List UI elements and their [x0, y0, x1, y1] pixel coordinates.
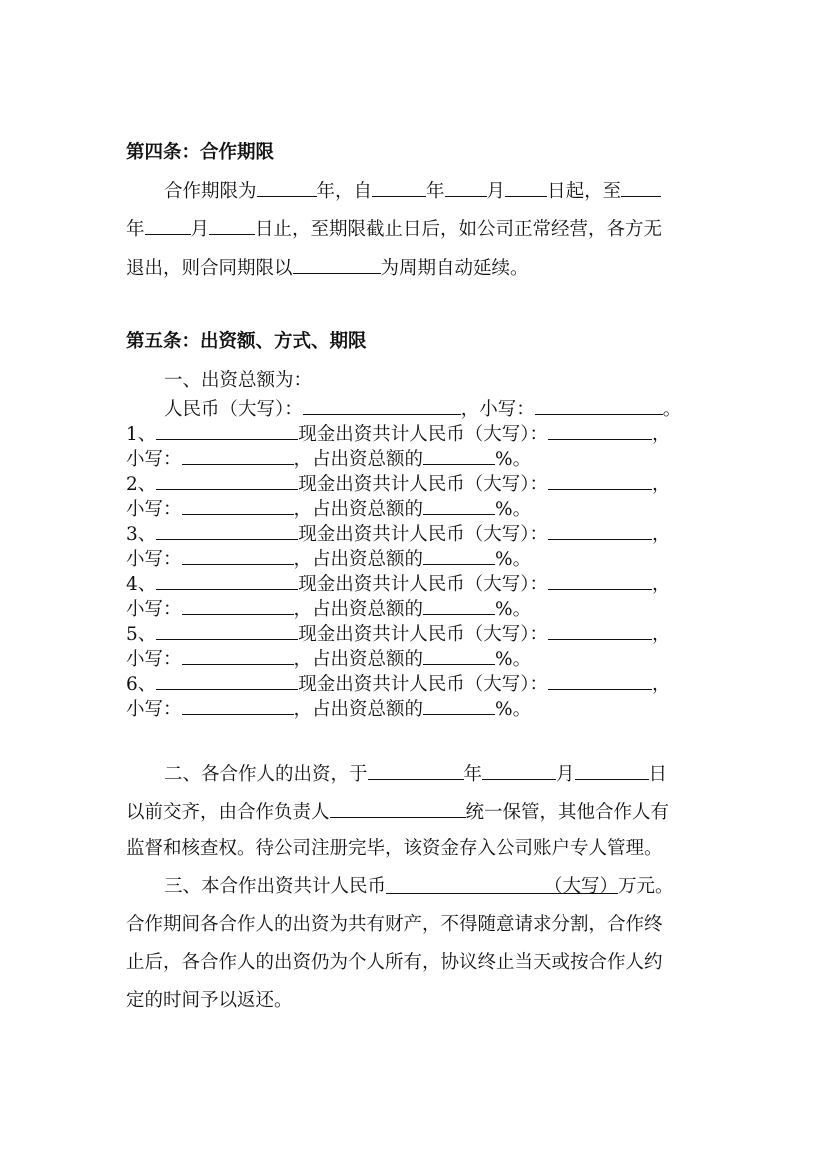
text: ，小写： [460, 399, 535, 420]
blank-percentage[interactable] [423, 446, 495, 465]
blank-contributor-name[interactable] [156, 621, 298, 640]
row-number: 2、 [126, 474, 157, 495]
text: %。 [495, 599, 532, 620]
blank-total-uppercase[interactable] [303, 396, 461, 415]
text: ，占出资总额的 [293, 649, 424, 670]
blank-amount-uppercase[interactable] [548, 621, 652, 640]
text: 万元。 [618, 876, 674, 897]
p3-line-3: 止后，各合作人的出资仍为个人所有，协议终止当天或按合作人约 [126, 952, 663, 973]
row-number: 1、 [126, 424, 157, 445]
row-number: 4、 [126, 574, 157, 595]
blank-percentage[interactable] [423, 496, 495, 515]
blank-amount-uppercase[interactable] [548, 471, 652, 490]
contributor-row-2 [126, 496, 531, 522]
row-number: 6、 [126, 674, 157, 695]
blank-pay-month[interactable] [482, 761, 556, 780]
text: 小写： [126, 499, 182, 520]
text: ，占出资总额的 [293, 449, 424, 470]
blank-end-year[interactable] [621, 178, 661, 197]
text: 年 [463, 764, 483, 785]
blank-amount-lowercase[interactable] [182, 446, 294, 465]
text: 小写： [126, 549, 182, 570]
contributor-row-2 [126, 596, 531, 622]
blank-amount-uppercase[interactable] [548, 571, 652, 590]
blank-years[interactable] [257, 178, 317, 197]
text: 小写： [126, 449, 182, 470]
p2-line-3: 监督和核查权。待公司注册完毕，该资金存入公司账户专人管理。 [126, 838, 663, 859]
text: ， [652, 474, 671, 495]
text: %。 [495, 499, 532, 520]
total-rmb-line [164, 396, 681, 422]
text: 现金出资共计人民币（大写）： [298, 524, 549, 545]
blank-pay-year[interactable] [368, 761, 464, 780]
text: （大写） [544, 876, 619, 897]
article-5-heading: 第五条：出资额、方式、期限 [126, 331, 367, 352]
contributor-row [126, 621, 671, 647]
text: ，占出资总额的 [293, 549, 424, 570]
text: 现金出资共计人民币（大写）： [298, 674, 549, 695]
blank-start-year[interactable] [372, 178, 426, 197]
article-4-heading: 第四条：合作期限 [126, 142, 275, 163]
contributor-row [126, 571, 671, 597]
text: 小写： [126, 649, 182, 670]
text: 现金出资共计人民币（大写）： [298, 474, 549, 495]
text: 月 [190, 219, 210, 240]
blank-contributor-name[interactable] [156, 421, 298, 440]
text: 年 [126, 219, 145, 240]
text: ，占出资总额的 [293, 699, 424, 720]
text: 人民币（大写）： [164, 399, 303, 420]
contributor-row [126, 471, 671, 497]
blank-start-day[interactable] [505, 178, 547, 197]
blank-contributor-name[interactable] [156, 521, 298, 540]
blank-contributor-name[interactable] [156, 671, 298, 690]
text: 合作期限为 [164, 181, 257, 202]
blank-end-month[interactable] [145, 216, 191, 235]
text: 统一保管，其他合作人有 [465, 802, 670, 823]
text: 三、本合作出资共计人民币 [164, 876, 387, 897]
contributor-row [126, 671, 671, 697]
blank-total-lowercase[interactable] [535, 396, 663, 415]
blank-amount-uppercase[interactable] [548, 521, 652, 540]
blank-amount-lowercase[interactable] [182, 596, 294, 615]
text: 现金出资共计人民币（大写）： [298, 624, 549, 645]
text: %。 [495, 549, 532, 570]
text: ， [652, 574, 671, 595]
blank-contributor-name[interactable] [156, 471, 298, 490]
blank-percentage[interactable] [423, 646, 495, 665]
text: 月 [556, 764, 575, 785]
term-line-1 [164, 178, 661, 204]
blank-amount-lowercase[interactable] [182, 546, 294, 565]
blank-percentage[interactable] [423, 596, 495, 615]
contributor-row-2 [126, 696, 531, 722]
text: ， [652, 424, 671, 445]
blank-amount-uppercase[interactable] [548, 421, 652, 440]
term-line-3 [126, 255, 529, 281]
blank-percentage[interactable] [423, 546, 495, 565]
contributor-row-2 [126, 546, 531, 572]
p3-line-2: 合作期间各合作人的出资为共有财产，不得随意请求分割，合作终 [126, 914, 663, 935]
row-number: 5、 [126, 624, 157, 645]
blank-amount-uppercase[interactable] [548, 671, 652, 690]
blank-manager[interactable] [330, 799, 466, 818]
blank-contributor-name[interactable] [156, 571, 298, 590]
text: ， [652, 624, 671, 645]
text: ， [652, 674, 671, 695]
text: ，占出资总额的 [293, 599, 424, 620]
text: %。 [495, 699, 532, 720]
text: 日 [648, 764, 668, 785]
text: 现金出资共计人民币（大写）： [298, 424, 549, 445]
text: 退出，则合同期限以 [126, 258, 293, 279]
blank-amount-lowercase[interactable] [182, 646, 294, 665]
blank-amount-lowercase[interactable] [182, 696, 294, 715]
text: 为周期自动延续。 [380, 258, 529, 279]
p3-line-1 [164, 875, 674, 899]
text: 小写： [126, 599, 182, 620]
contributor-row-2 [126, 446, 531, 472]
p2-line-1 [164, 761, 667, 787]
text: 年，自 [316, 181, 373, 202]
blank-renewal-period[interactable] [293, 255, 381, 274]
p2-line-2 [126, 799, 669, 825]
p3-line-4: 定的时间予以返还。 [126, 990, 293, 1011]
text: 小写： [126, 699, 182, 720]
total-label: 一、出资总额为： [164, 370, 313, 391]
term-line-2 [126, 216, 662, 242]
contributor-row-2 [126, 646, 531, 672]
contributor-row [126, 421, 671, 447]
contributor-row [126, 521, 671, 547]
blank-end-day[interactable] [209, 216, 255, 235]
text: ， [652, 524, 671, 545]
row-number: 3、 [126, 524, 157, 545]
text: 年 [426, 181, 445, 202]
text: 。 [662, 399, 682, 420]
text: 月 [486, 181, 506, 202]
text: 日止，至期限截止日后，如公司正常经营，各方无 [255, 219, 663, 240]
text: ，占出资总额的 [293, 499, 424, 520]
text: 二、各合作人的出资，于 [164, 764, 368, 785]
text: 以前交齐，由合作负责人 [126, 802, 330, 823]
text: 日起，至 [547, 181, 622, 202]
blank-total-capital[interactable] [386, 875, 619, 897]
blank-start-month[interactable] [445, 178, 487, 197]
text: %。 [495, 649, 532, 670]
text: 现金出资共计人民币（大写）： [298, 574, 549, 595]
text: %。 [495, 449, 532, 470]
blank-pay-day[interactable] [575, 761, 649, 780]
blank-percentage[interactable] [423, 696, 495, 715]
blank-amount-lowercase[interactable] [182, 496, 294, 515]
